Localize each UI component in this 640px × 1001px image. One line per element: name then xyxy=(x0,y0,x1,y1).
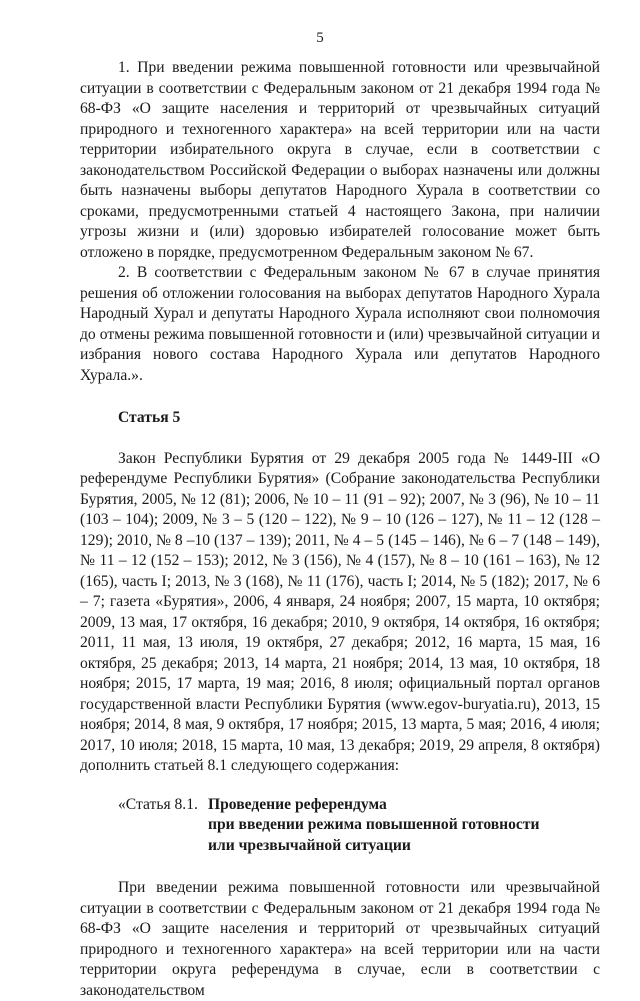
article-8-1-title-line: Проведение референдума xyxy=(208,795,387,813)
paragraph-1: 1. При введении режима повышенной готовности или чрезвычайной ситуации в соответствии с Федеральным законом от 21 декабря 1994 года № 68-ФЗ «О защите населения и территорий от чрезвычайных ситуаций природного и техногенного характера» на всей территории или на части территории избирательного округа в случае, если в соответствии с законодательством Российской Федерации о выборах назначены или должны быть назначены выборы депутатов Народного Хурала в соответствии со сроками, предусмотренными статьей 4 настоящего Закона, при наличии угрозы жизни и (или) здоровью избирателей голосование может быть отложено в порядке, предусмотренном Федеральным законом № 67. xyxy=(80,59,600,261)
document-body xyxy=(80,58,600,1001)
article-5-body: Закон Республики Бурятия от 29 декабря 2005 года № 1449-III «О референдуме Республики Бурятия» (Собрание законодательства Республики Бурятия, 2005, № 12 (81); 2006, № 10 – 11 (91 – 92); 2007, № 3 (96), № 10 – 11 (103 – 104); 2009, № 3 – 5 (120 – 122), № 9 – 10 (126 – 127), № 11 – 12 (128 – 129); 2010, № 8 –10 (137 – 139); 2011, № 4 – 5 (145 – 146), № 6 – 7 (148 – 149), № 11 – 12 (152 – 153); 2012, № 3 (156), № 4 (157), № 8 – 10 (161 – 163), № 12 (165), часть I; 2013, № 3 (168), № 11 (176), часть I; 2014, № 5 (182); 2017, № 6 – 7; газета «Бурятия», 2006, 4 января, 24 ноября; 2007, 15 марта, 10 октября; 2009, 13 мая, 17 октября, 16 декабря; 2010, 9 октября, 14 октября, 16 октября; 2011, 11 мая, 13 июля, 19 октября, 27 декабря; 2012, 16 марта, 15 мая, 16 октября, 25 декабря; 2013, 14 марта, 21 ноября; 2014, 13 мая, 10 октября, 18 ноября; 2015, 17 марта, 19 мая; 2016, 8 июля; официальный портал органов государственной власти Республики Бурятия (www.egov-buryatia.ru), 2013, 15 ноября; 2014, 8 мая, 9 октября, 17 ноября; 2015, 13 марта, 5 мая; 2016, 4 июля; 2017, 10 июля; 2018, 15 марта, 10 мая, 13 декабря; 2019, 29 апреля, 8 октября) дополнить статьей 8.1 следующего содержания: xyxy=(80,449,600,774)
article-5-heading: Статья 5 xyxy=(118,409,181,426)
page-number: 5 xyxy=(316,30,324,46)
article-8-1-body: При введении режима повышенной готовности или чрезвычайной ситуации в соответствии с Федеральным законом от 21 декабря 1994 года № 68-ФЗ «О защите населения и территорий от чрезвычайных ситуаций природного и техногенного характера» на всей территории или на части территории округа референдума в случае, если в соответствии с законодательством xyxy=(80,879,600,999)
article-8-1-prefix: «Статья 8.1. xyxy=(118,795,198,813)
article-8-1-title-block xyxy=(80,795,600,857)
paragraph-2: 2. В соответствии с Федеральным законом № 67 в случае принятия решения об отложении голосования на выборах депутатов Народного Хурала Народный Хурал и депутаты Народного Хурала исполняют свои полномочия до отмены режима повышенной готовности и (или) чрезвычайной ситуации и избрания нового состава Народного Хурала или депутатов Народного Хурала.». xyxy=(80,264,600,384)
article-8-1-title-line: при введении режима повышенной готовности xyxy=(208,816,540,833)
article-8-1-title xyxy=(208,795,568,857)
article-8-1-title-line: или чрезвычайной ситуации xyxy=(208,836,411,854)
